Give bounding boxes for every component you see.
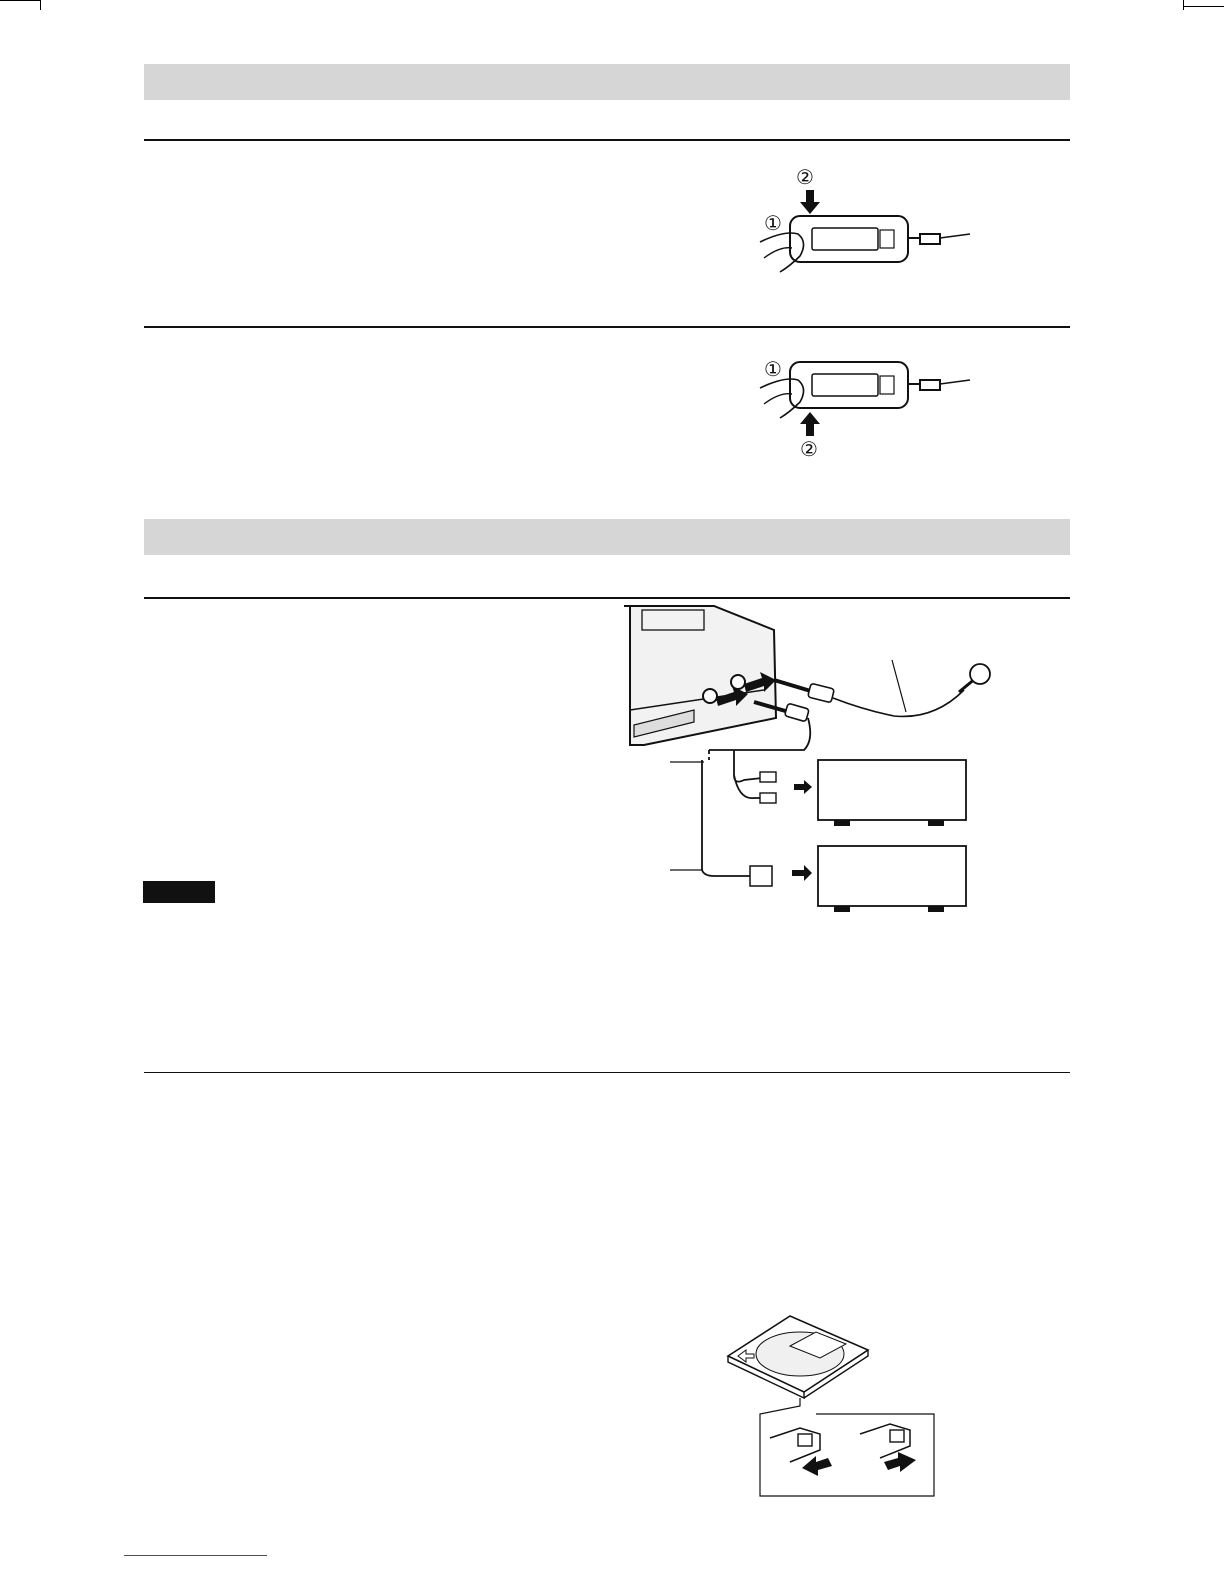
external-device-analog (818, 760, 966, 820)
subsection-rule (144, 139, 1070, 141)
section-header-band (144, 64, 1070, 100)
step-number-2: ② (796, 165, 814, 189)
remote-illustration-hold-off (740, 352, 980, 462)
subsection-rule (144, 326, 1070, 328)
slide-left-arrow-icon (802, 1456, 832, 1476)
rca-plug-icon (760, 793, 776, 803)
crop-mark (40, 0, 41, 10)
crop-mark (1183, 0, 1184, 10)
press-arrow-icon (800, 190, 820, 214)
subsection-rule (144, 597, 1070, 599)
step-number-1: ① (764, 211, 782, 235)
optical-plug-icon (750, 866, 772, 886)
footer-link-underline[interactable] (124, 1555, 267, 1556)
input-jack-icon (703, 689, 717, 703)
connection-diagram (614, 600, 1004, 920)
step-number-1: ① (764, 357, 782, 381)
external-device-digital (818, 846, 966, 906)
section-header-band (144, 519, 1070, 555)
crop-mark (1183, 6, 1224, 7)
rca-plug-icon (760, 772, 776, 782)
crop-mark (0, 0, 40, 1)
minidisc-write-protect-illustration (720, 1310, 950, 1500)
step-number-2: ② (800, 437, 818, 461)
remote-illustration-hold-on (740, 160, 980, 280)
note-badge (143, 881, 215, 903)
subsection-rule (144, 1072, 1070, 1073)
press-arrow-icon (800, 412, 820, 436)
